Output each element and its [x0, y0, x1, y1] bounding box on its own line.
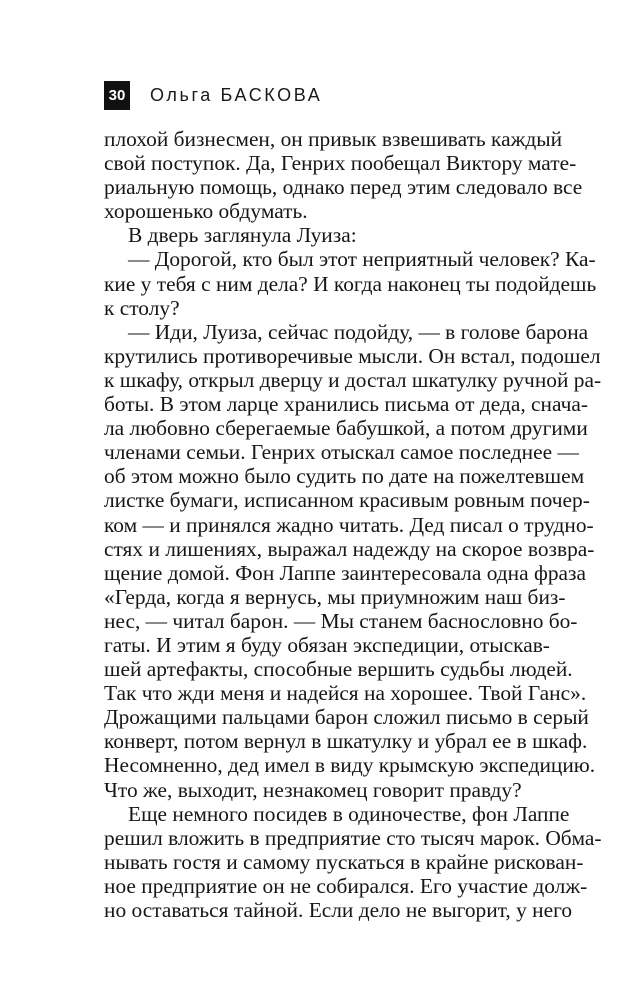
- text-line: «Герда, когда я вернусь, мы приумножим наш биз-: [104, 584, 566, 609]
- paragraph: [104, 319, 602, 802]
- text-line: решил вложить в предприятие сто тысяч марок. Обма-: [104, 825, 602, 850]
- text-line: Так что жди меня и надейся на хорошее. Твой Ганс».: [104, 681, 587, 706]
- text-line: гаты. И этим я буду обязан экспедиции, отыскав-: [104, 632, 550, 657]
- text-line: — Иди, Луиза, сейчас подойду, — в голове барона: [128, 319, 589, 344]
- text-line: Несомненно, дед имел в виду крымскую экспедицию.: [104, 753, 596, 778]
- page-number: 30: [104, 81, 130, 110]
- paragraph: [104, 223, 542, 247]
- text-line: к шкафу, открыл дверцу и достал шкатулку ручной ра-: [104, 367, 602, 392]
- paragraph: [104, 801, 602, 922]
- paragraph: [104, 247, 597, 320]
- text-line: нес, — читал барон. — Мы станем баснословно бо-: [104, 608, 578, 633]
- page-header: [104, 80, 322, 110]
- body-text: [104, 127, 602, 922]
- text-line: щение домой. Фон Лаппе заинтересовала одна фраза: [104, 560, 586, 585]
- text-line: Еще немного посидев в одиночестве, фон Лаппе: [128, 801, 570, 826]
- text-line: шей артефакты, способные вершить судьбы людей.: [104, 657, 573, 682]
- text-line: нывать гостя и самому пускаться в крайне рискован-: [104, 849, 584, 874]
- text-line: свой поступок. Да, Генрих пообещал Виктору мате-: [104, 151, 577, 176]
- text-line: ком — и принялся жадно читать. Дед писал о трудно-: [104, 512, 594, 537]
- text-line: В дверь заглянула Луиза:: [128, 223, 357, 248]
- text-line: Дрожащими пальцами барон сложил письмо в серый: [104, 705, 589, 730]
- text-line: боты. В этом ларце хранились письма от деда, снача-: [104, 392, 589, 417]
- text-line: членами семьи. Генрих отыскал самое последнее —: [104, 440, 579, 465]
- text-line: кие у тебя с ним дела? И когда наконец ты подойдешь: [104, 271, 597, 296]
- running-head: Ольга БАСКОВА: [150, 84, 323, 105]
- text-line: риальную помощь, однако перед этим следовало все: [104, 175, 583, 200]
- text-line: плохой бизнесмен, он привык взвешивать каждый: [104, 127, 563, 151]
- text-line: хорошенько обдумать.: [104, 199, 308, 224]
- text-line: но оставаться тайной. Если дело не выгорит, у него: [104, 898, 573, 922]
- text-line: ла любовно сберегаемые бабушкой, а потом другими: [104, 416, 588, 441]
- paragraph: [104, 127, 583, 224]
- text-line: конверт, потом вернул в шкатулку и убрал ее в шкаф.: [104, 729, 588, 754]
- text-line: к столу?: [104, 295, 180, 320]
- text-line: листке бумаги, исписанном красивым ровным почер-: [104, 488, 590, 513]
- text-line: — Дорогой, кто был этот неприятный человек? Ка-: [128, 247, 596, 272]
- text-line: ное предприятие он не собирался. Его участие долж-: [104, 873, 588, 898]
- text-line: Что же, выходит, незнакомец говорит правду?: [104, 777, 522, 802]
- text-line: об этом можно было судить по дате на пожелтевшем: [104, 464, 585, 489]
- text-line: стях и лишениях, выражал надежду на скорое возвра-: [104, 536, 595, 561]
- text-line: крутились противоречивые мысли. Он встал, подошел: [104, 343, 601, 368]
